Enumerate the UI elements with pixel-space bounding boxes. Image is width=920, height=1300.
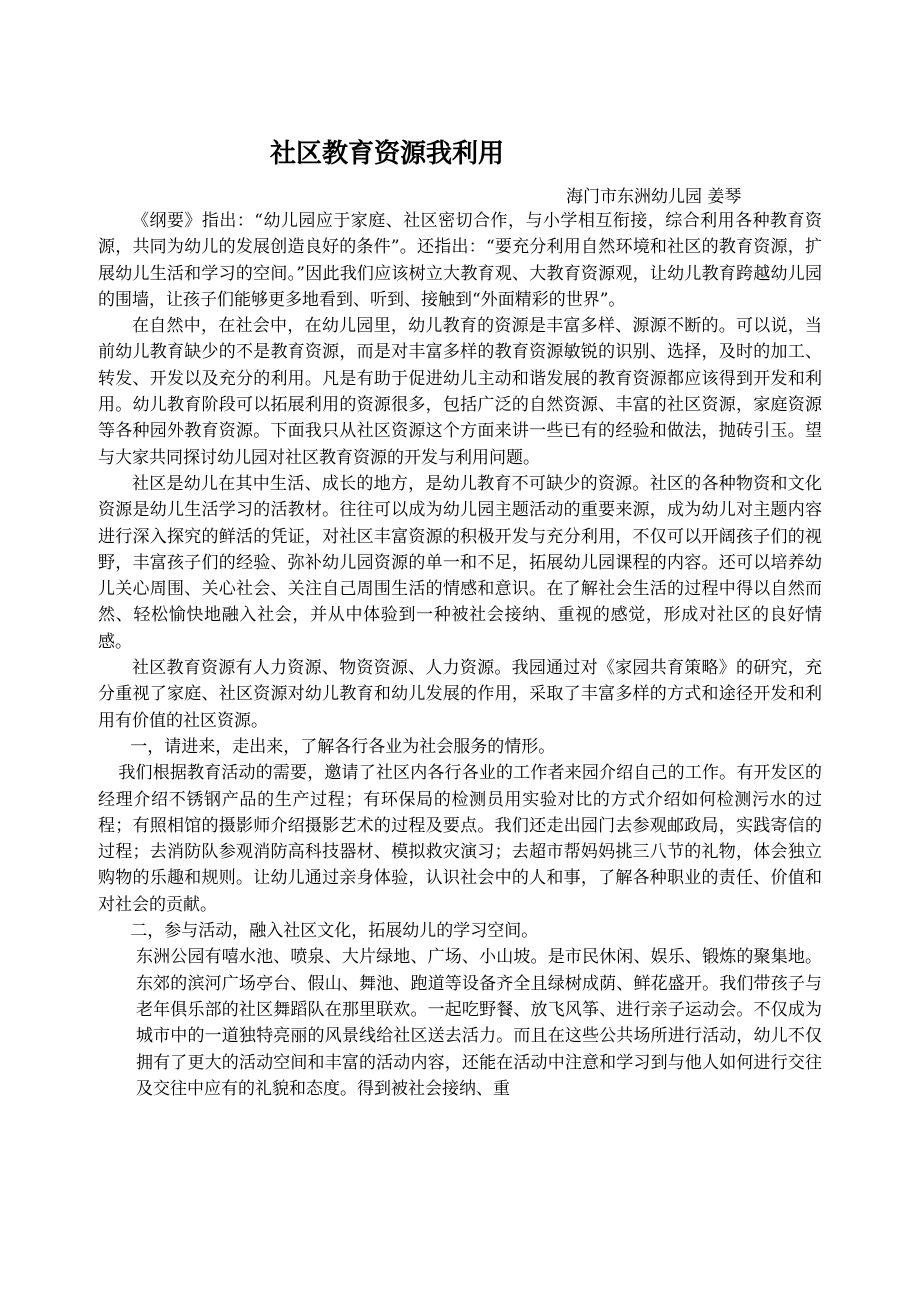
paragraph-section-2: 东洲公园有嘻水池、喷泉、大片绿地、广场、小山坡。是市民休闲、娱乐、锻炼的聚集地。东郊的滨河广场亭台、假山、舞池、跑道等设备齐全且绿树成荫、鲜花盛开。我们带孩子与老年俱乐部的社区舞蹈队在那里联欢。一起吃野餐、放飞风筝、进行亲子运动会。不仅成为城市中的一道独特亮丽的风景线给社区送去活力。而且在这些公共场所进行活动，幼儿不仅拥有了更大的活动空间和丰富的活动内容，还能在活动中注意和学习到与他人如何进行交往及交往中应有的礼貌和态度。得到被社会接纳、重 xyxy=(136,947,822,1099)
document-title: 社区教育资源我利用 xyxy=(270,139,505,169)
document-author: 海门市东洲幼儿园 姜琴 xyxy=(566,187,742,207)
document-body xyxy=(98,208,822,1102)
paragraph-section-1: 我们根据教育活动的需要，邀请了社区内各行各业的工作者来园介绍自己的工作。有开发区的经理介绍不锈钢产品的生产过程；有环保局的检测员用实验对比的方式介绍如何检测污水的过程；有照相馆的摄影师介绍摄影艺术的过程及要点。我们还走出园门去参观邮政局，实践寄信的过程；去消防队参观消防高科技器材、模拟救灾演习；去超市帮妈妈挑三八节的礼物，体会独立购物的乐趣和规则。让幼儿通过亲身体验，认识社会中的人和事，了解各种职业的责任、价值和对社会的贡献。 xyxy=(98,763,822,915)
paragraph-community: 社区是幼儿在其中生活、成长的地方，是幼儿教育不可缺少的资源。社区的各种物资和文化资源是幼儿生活学习的活教材。往往可以成为幼儿园主题活动的重要来源，成为幼儿对主题内容进行深入探究的鲜活的凭证，对社区丰富资源的积极开发与充分利用，不仅可以开阔孩子们的视野，丰富孩子们的经验、弥补幼儿园资源的单一和不足，拓展幼儿园课程的内容。还可以培养幼儿关心周围、关心社会、关注自己周围生活的情感和意识。在了解社会生活的过程中得以自然而然、轻松愉快地融入社会，并从中体验到一种被社会接纳、重视的感觉，形成对社区的良好情感。 xyxy=(98,473,822,652)
section-heading-1: 一，请进来，走出来，了解各行各业为社会服务的情形。 xyxy=(130,736,556,757)
paragraph-resources: 在自然中，在社会中，在幼儿园里，幼儿教育的资源是丰富多样、源源不断的。可以说，当前幼儿教育缺少的不是教育资源，而是对丰富多样的教育资源敏锐的识别、选择，及时的加工、转发、开发以及充分的利用。凡是有助于促进幼儿主动和谐发展的教育资源都应该得到开发和利用。幼儿教育阶段可以拓展利用的资源很多，包括广泛的自然资源、丰富的社区资源，家庭资源等各种园外教育资源。下面我只从社区资源这个方面来讲一些已有的经验和做法，抛砖引玉。望与大家共同探讨幼儿园对社区教育资源的开发与利用问题。 xyxy=(98,316,822,468)
paragraph-intro: 《纲要》指出：“幼儿园应于家庭、社区密切合作，与小学相互衔接，综合利用各种教育资源，共同为幼儿的发展创造良好的条件”。还指出：“要充分利用自然环境和社区的教育资源，扩展幼儿生活和学习的空间。”因此我们应该树立大教育观、大教育资源观，让幼儿教育跨越幼儿园的围墙，让孩子们能够更多地看到、听到、接触到“外面精彩的世界”。 xyxy=(98,211,822,310)
paragraph-types: 社区教育资源有人力资源、物资资源、人力资源。我园通过对《家园共育策略》的研究，充分重视了家庭、社区资源对幼儿教育和幼儿发展的作用，采取了丰富多样的方式和途径开发和利用有价值的社区资源。 xyxy=(98,658,822,731)
section-heading-2: 二，参与活动，融入社区文化，拓展幼儿的学习空间。 xyxy=(130,921,539,942)
